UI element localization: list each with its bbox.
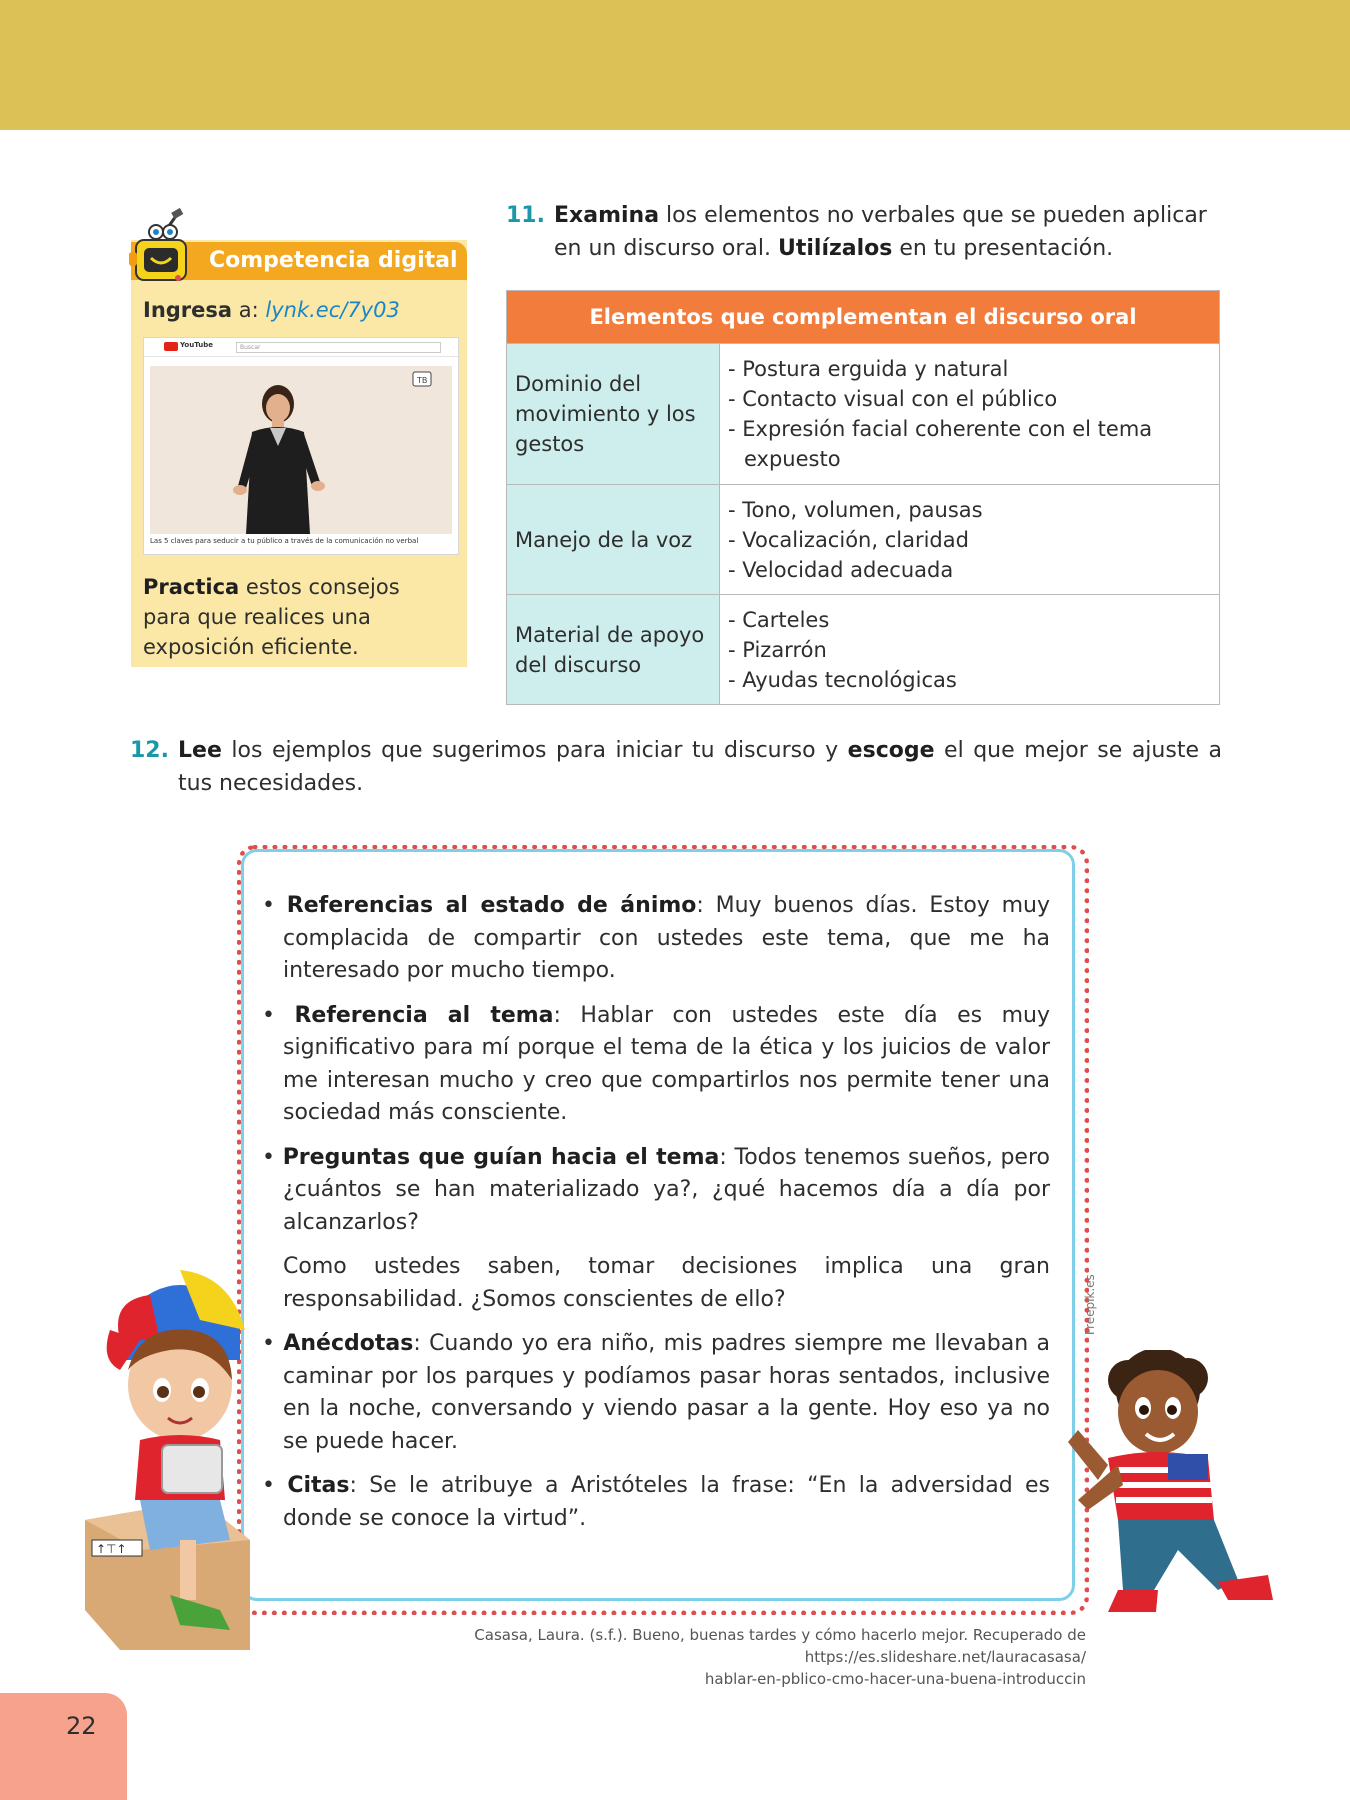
video-thumbnail[interactable]: [143, 337, 459, 555]
svg-text:↑⊤↑: ↑⊤↑: [96, 1542, 127, 1556]
list-item: - Expresión facial coherente con el tema: [728, 417, 1153, 441]
page-number: 22: [66, 1712, 97, 1740]
practica-text: Practica estos consejos para que realices una exposición eficiente.: [143, 575, 400, 659]
girl-with-tablet-illustration: [80, 1250, 280, 1650]
list-item: - Vocalización, claridad: [728, 527, 969, 552]
robot-mascot-icon: [126, 208, 196, 288]
table-row: [507, 595, 1220, 705]
table-header: Elementos que complementan el discurso oral: [507, 291, 1220, 344]
competencia-digital-title: Competencia digital: [209, 248, 458, 273]
list-item: • Anécdotas: Cuando yo era niño, mis padres siempre me llevaban a caminar por los parques y podíamos pasar horas sentados, inclusive en la noche, conversando y viendo pasar a la gente. Hoy eso ya no se puede hacer.: [262, 1331, 1050, 1454]
image-credit: Freepik.es: [1083, 1274, 1097, 1335]
list-item: Como ustedes saben, tomar decisiones implica una gran responsabilidad. ¿Somos conscientes de ello?: [283, 1254, 1050, 1312]
table-row-items: [720, 485, 1220, 595]
table-row-label: Material de apoyo del discurso: [507, 595, 720, 705]
list-item: • Preguntas que guían hacia el tema: Todos tenemos sueños, pero ¿cuántos se han materializado ya?, ¿qué hacemos día a día por alcanzarlos?: [262, 1144, 1050, 1235]
table-row-label: Dominio del movimiento y los gestos: [507, 344, 720, 485]
elements-table: [506, 290, 1220, 705]
question-12-number: 12.: [130, 738, 169, 763]
list-item: • Referencias al estado de ánimo: Muy buenos días. Estoy muy complacida de compartir con ustedes este tema, que me ha interesado por mucho tiempo.: [262, 893, 1050, 983]
video-search-input: Buscar: [236, 342, 441, 353]
list-item: - Tono, volumen, pausas: [728, 497, 983, 522]
top-color-band: [0, 0, 1350, 130]
youtube-logo-icon: [164, 342, 178, 351]
list-item: - Ayudas tecnológicas: [728, 667, 957, 692]
source-citation: Casasa, Laura. (s.f.). Bueno, buenas tardes y cómo hacerlo mejor. Recuperado de https://es.slideshare.net/lauracasasa/ hablar-en-pblico-cmo-hacer-una-buena-introduccin: [474, 1626, 1086, 1688]
youtube-brand: YouTube: [180, 341, 213, 349]
list-item: - Velocidad adecuada: [728, 557, 954, 582]
question-11-number: 11.: [506, 203, 545, 228]
table-row-items: [720, 595, 1220, 705]
table-row: [507, 344, 1220, 485]
video-frame: [150, 366, 452, 534]
list-item: - Contacto visual con el público: [728, 387, 1058, 411]
question-11-text: Examina los elementos no verbales que se pueden aplicar en un discurso oral. Utilízalos en tu presentación.: [554, 203, 1207, 261]
list-item: • Citas: Se le atribuye a Aristóteles la frase: “En la adversidad es donde se conoce la virtud”.: [262, 1473, 1050, 1531]
table-row-items: [720, 344, 1220, 485]
list-item: • Referencia al tema: Hablar con ustedes este día es muy significativo para mí porque el tema de la ética y los juicios de valor me interesan mucho y creo que compartirlos nos permite tener una sociedad más consciente.: [262, 1002, 1050, 1125]
question-12-text: Lee los ejemplos que sugerimos para iniciar tu discurso y escoge el que mejor se ajuste a tus necesidades.: [178, 738, 1222, 796]
page-number-tab: [0, 1693, 127, 1800]
table-row: [507, 485, 1220, 595]
video-badge: TB: [417, 376, 428, 385]
list-item: - Pizarrón: [728, 637, 827, 662]
table-row-label: Manejo de la voz: [507, 485, 720, 595]
list-item: - Carteles: [728, 607, 830, 632]
video-toolbar: [144, 338, 458, 357]
video-caption: Las 5 claves para seducir a tu público a través de la comunicación no verbal: [150, 537, 419, 545]
examples-list: [262, 890, 1050, 1547]
ingresa-line: Ingresa a: lynk.ec/7y03: [143, 298, 400, 322]
boy-pointing-illustration: [1068, 1350, 1288, 1620]
presenter-woman-icon: [150, 366, 452, 534]
list-item: - Postura erguida y natural: [728, 357, 1009, 381]
list-item: expuesto: [744, 447, 841, 471]
lynk-link[interactable]: lynk.ec/7y03: [265, 298, 400, 322]
